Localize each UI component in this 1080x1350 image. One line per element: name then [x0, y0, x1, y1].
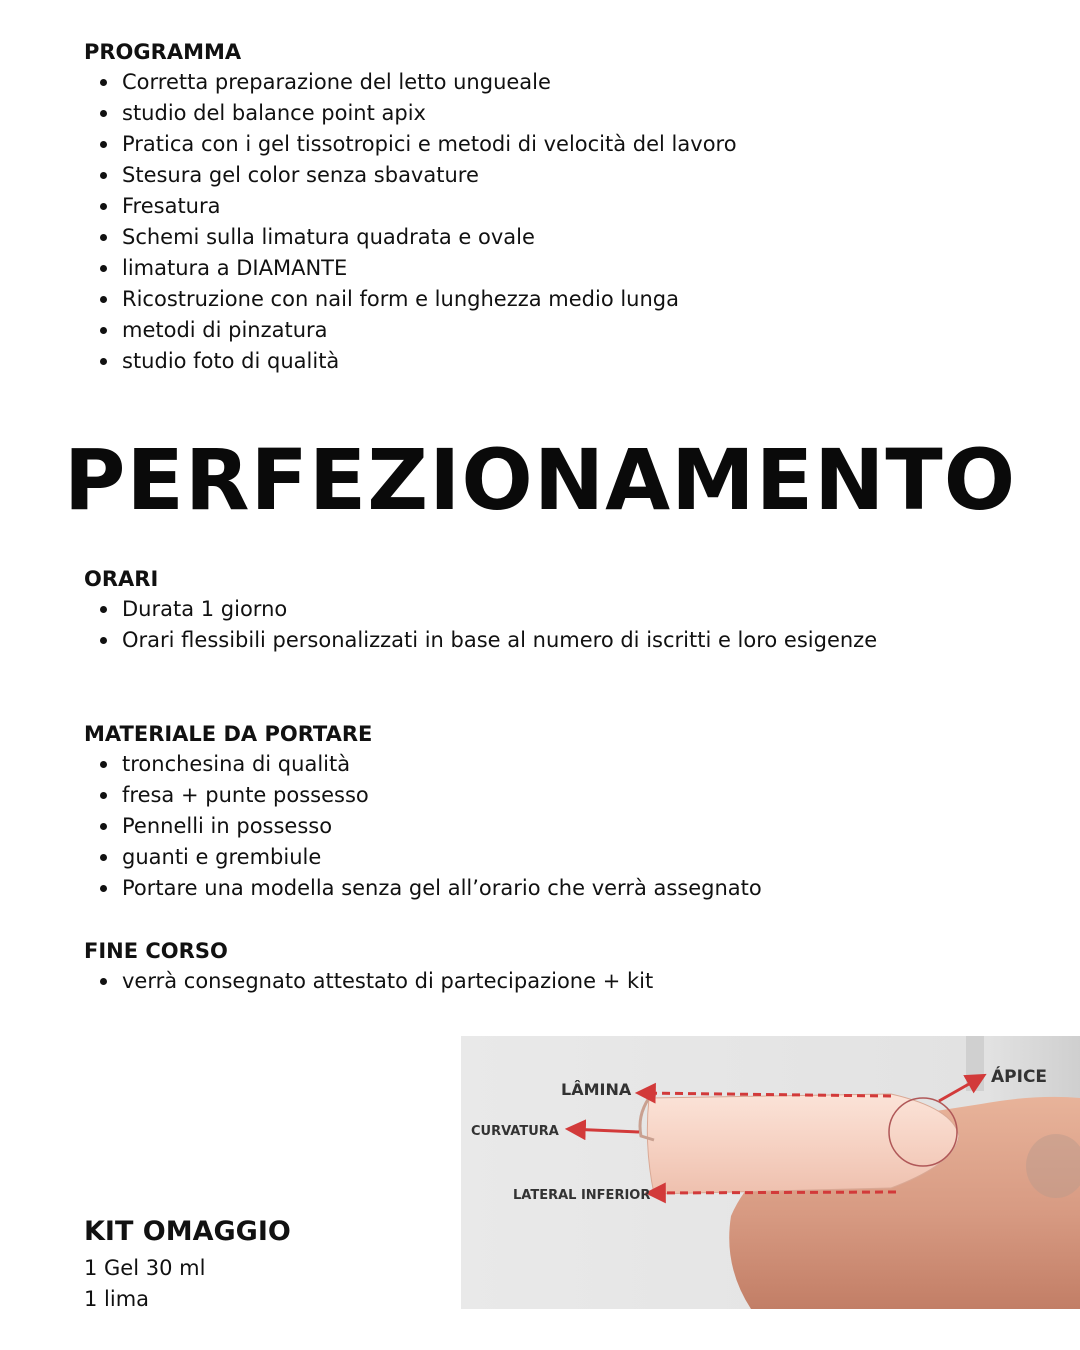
label-lamina: LÂMINA	[561, 1080, 632, 1099]
nail-diagram-image	[461, 1036, 1080, 1309]
materiale-list	[84, 749, 762, 904]
list-item: Stesura gel color senza sbavature	[84, 160, 737, 191]
page-title: PERFEZIONAMENTO	[63, 431, 1017, 529]
list-item: studio foto di qualità	[84, 346, 737, 377]
orari-list	[84, 594, 877, 656]
orari-title: ORARI	[84, 567, 159, 591]
list-item: Pratica con i gel tissotropici e metodi di velocità del lavoro	[84, 129, 737, 160]
programma-list	[84, 67, 737, 377]
list-item: guanti e grembiule	[84, 842, 762, 873]
materiale-title: MATERIALE DA PORTARE	[84, 722, 373, 746]
kit-item: 1 Gel 30 ml	[84, 1256, 206, 1280]
fine-corso-list	[84, 966, 653, 997]
kit-title: KIT OMAGGIO	[84, 1216, 291, 1247]
label-curvatura: CURVATURA	[471, 1124, 559, 1139]
list-item: Fresatura	[84, 191, 737, 222]
list-item: verrà consegnato attestato di partecipazione + kit	[84, 966, 653, 997]
programma-title: PROGRAMMA	[84, 40, 242, 64]
list-item: limatura a DIAMANTE	[84, 253, 737, 284]
list-item: studio del balance point apix	[84, 98, 737, 129]
list-item: Durata 1 giorno	[84, 594, 877, 625]
list-item: Pennelli in possesso	[84, 811, 762, 842]
list-item: Schemi sulla limatura quadrata e ovale	[84, 222, 737, 253]
nail-shape	[647, 1094, 959, 1194]
list-item: Corretta preparazione del letto ungueale	[84, 67, 737, 98]
list-item: fresa + punte possesso	[84, 780, 762, 811]
list-item: Orari flessibili personalizzati in base al numero di iscritti e loro esigenze	[84, 625, 877, 656]
list-item: Ricostruzione con nail form e lunghezza medio lunga	[84, 284, 737, 315]
list-item: Portare una modella senza gel all’orario che verrà assegnato	[84, 873, 762, 904]
list-item: metodi di pinzatura	[84, 315, 737, 346]
kit-item: 1 lima	[84, 1287, 150, 1311]
fine-corso-title: FINE CORSO	[84, 939, 228, 963]
list-item: tronchesina di qualità	[84, 749, 762, 780]
label-lateral-inferior: LATERAL INFERIOR	[513, 1188, 651, 1203]
label-apice: ÁPICE	[991, 1067, 1048, 1087]
